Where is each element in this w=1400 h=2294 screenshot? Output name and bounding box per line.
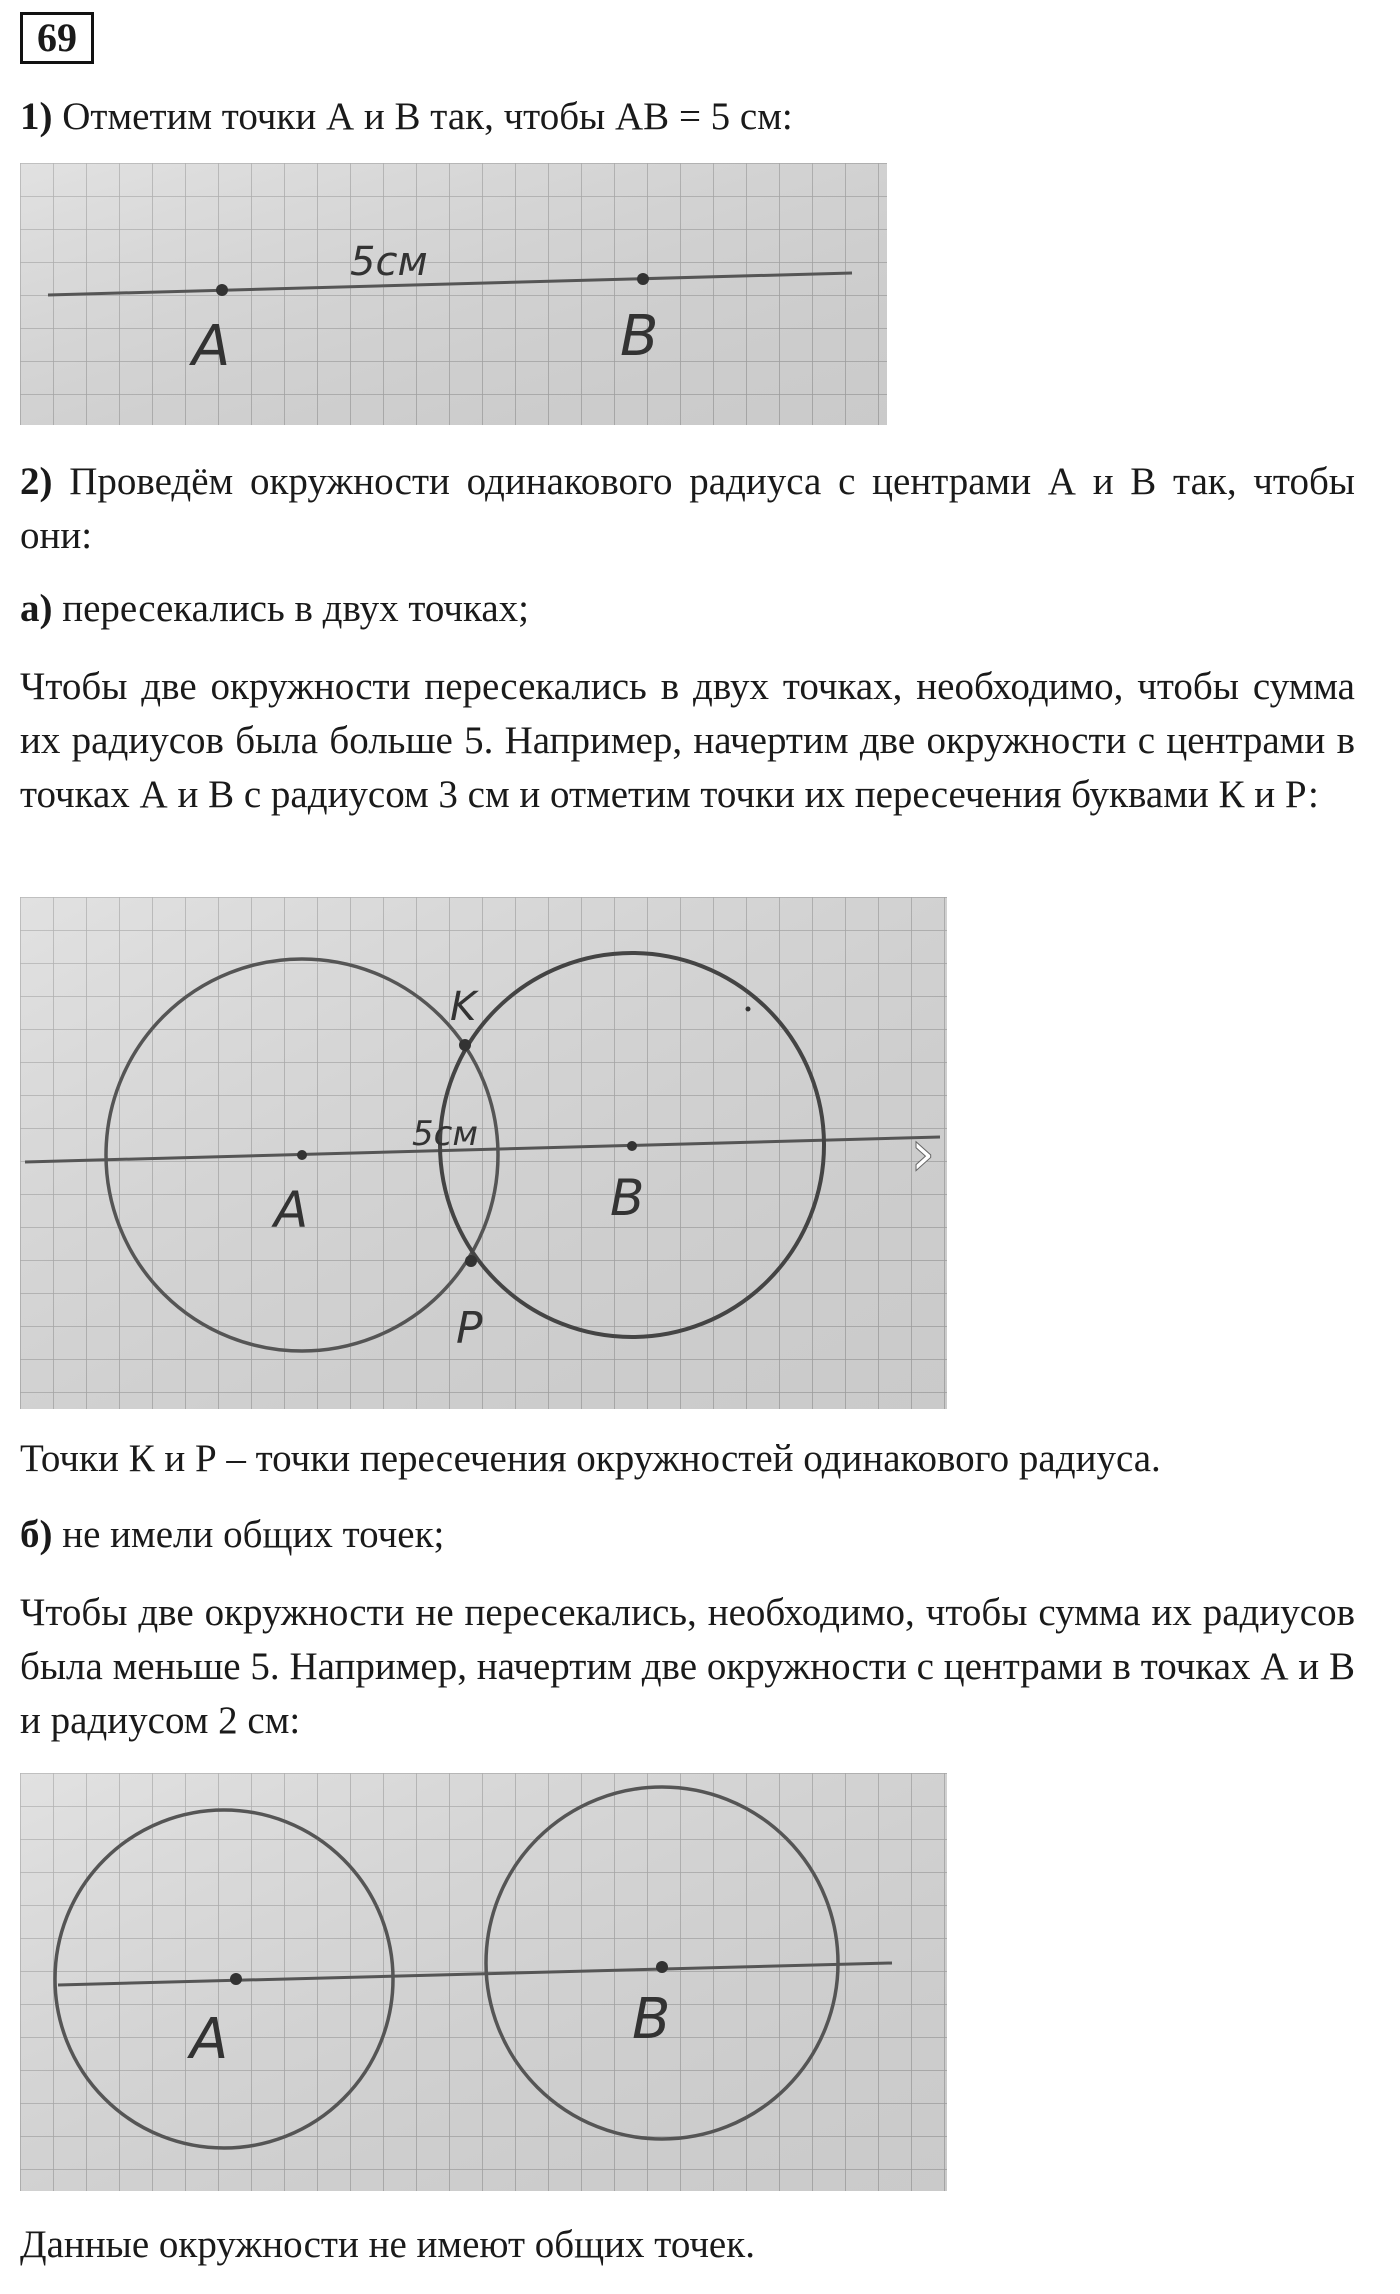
point-b-dot [627, 1141, 637, 1151]
next-arrow-icon[interactable]: › [910, 1117, 936, 1191]
figure-intersecting-circles [20, 897, 947, 1409]
figure-segment-ab [20, 163, 887, 425]
figure-disjoint-circles [20, 1773, 947, 2191]
problem-number: 69 [20, 12, 94, 64]
label-b: B [632, 1987, 671, 2052]
label-b: B [610, 1169, 645, 1227]
step-1 [20, 90, 1355, 144]
point-a-dot [216, 284, 228, 296]
step-2 [20, 455, 1355, 563]
conclusion-b: Данные окружности не имеют общих точек. [20, 2223, 755, 2266]
label-k: K [450, 984, 477, 1030]
part-b-letter: б) [20, 1513, 53, 1556]
distance-label: 5см [350, 239, 428, 285]
part-b [20, 1508, 1355, 1562]
label-a: A [274, 1181, 309, 1239]
step-2-number: 2) [20, 460, 53, 503]
part-b-text: не имели общих точек; [52, 1513, 445, 1556]
explanation-a: Чтобы две окружности пересекались в двух точках, необходимо, чтобы сумма их радиусов была больше 5. Например, начертим две окружности с центрами в точках А и В с радиусом 3 см и отметим точки их пересечения буквами К и Р: [20, 665, 1355, 816]
conclusion-a: Точки К и Р – точки пересечения окружностей одинакового радиуса. [20, 1437, 1161, 1480]
point-b-dot [637, 273, 649, 285]
part-a-text: пересекались в двух точках; [52, 587, 529, 630]
label-a: A [190, 2007, 229, 2072]
label-b: B [620, 304, 659, 369]
explanation-b: Чтобы две окружности не пересекались, необходимо, чтобы сумма их радиусов была меньше 5. Например, начертим две окружности с центрами в точках А и В и радиусом 2 см: [20, 1591, 1355, 1742]
point-p-dot [465, 1255, 477, 1267]
part-a [20, 582, 1355, 636]
step-1-text: Отметим точки А и В так, чтобы АВ = 5 см: [52, 95, 793, 138]
label-a: A [192, 314, 231, 379]
point-k-dot [459, 1039, 471, 1051]
point-a-dot [297, 1150, 307, 1160]
distance-label: 5см [412, 1114, 478, 1154]
label-p: P [456, 1303, 483, 1354]
point-a-dot [230, 1973, 242, 1985]
part-a-letter: а) [20, 587, 53, 630]
step-2-text: Проведём окружности одинакового радиуса с центрами А и В так, чтобы они: [20, 460, 1355, 557]
step-1-number: 1) [20, 95, 53, 138]
point-b-dot [656, 1961, 668, 1973]
